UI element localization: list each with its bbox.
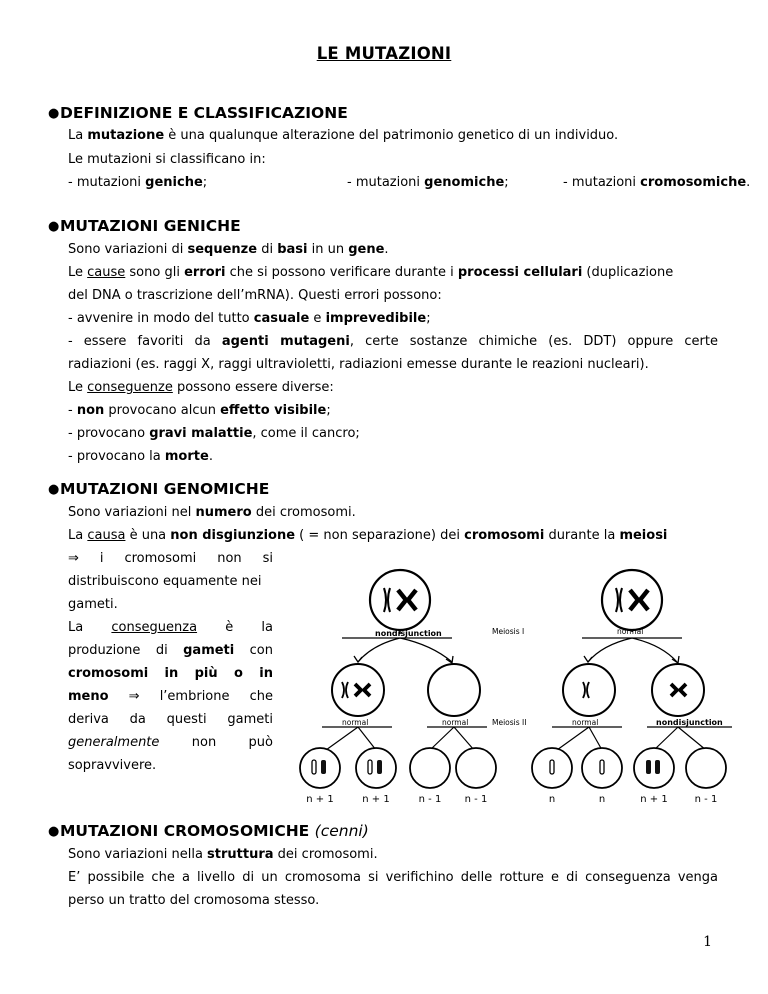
geniche-line-9: - provocano gravi malattie, come il cancro;: [68, 426, 360, 441]
genomiche-line-2: La causa è una non disgiunzione ( = non separazione) dei cromosomi durante la meiosi: [68, 528, 668, 543]
label-meiosis-2: Meiosis II: [492, 718, 527, 727]
label-nondisjunction-meiosis1: nondisjunction: [375, 629, 442, 638]
label-normal-meiosis1: normal: [617, 627, 644, 636]
gamete-5: [532, 748, 572, 788]
wrap-line-7: meno ⇒ l’embrione che: [68, 689, 273, 704]
paragraph-definizione: La mutazione è una qualunque alterazione del patrimonio genetico di un individuo.: [68, 128, 619, 143]
genomiche-line-1: Sono variazioni nel numero dei cromosomi.: [68, 505, 356, 520]
wrap-line-5: produzione di gameti con: [68, 643, 273, 658]
bullet-icon: ●: [48, 106, 60, 121]
cell-level2-a: [332, 664, 384, 716]
geniche-line-3: del DNA o trascrizione dell’mRNA). Questi errori possono:: [68, 288, 442, 303]
gamete-labels: [306, 794, 717, 805]
geniche-line-4: - avvenire in modo del tutto casuale e imprevedibile;: [68, 311, 431, 326]
gamete-label-7: n + 1: [640, 794, 668, 805]
gamete-2: [356, 748, 396, 788]
wrap-line-8: deriva da questi gameti: [68, 712, 274, 727]
gamete-3: [410, 748, 450, 788]
arrows-level-2: [326, 727, 706, 750]
wrap-line-1: ⇒ i cromosomi non si: [68, 551, 274, 566]
cromosomiche-line-3: perso un tratto del cromosoma stesso.: [68, 893, 320, 908]
label-nondisjunction-meiosis2: nondisjunction: [656, 718, 723, 727]
bullet-icon: ●: [48, 824, 60, 839]
paragraph-classificazione: Le mutazioni si classificano in:: [68, 152, 266, 167]
gamete-label-1: n + 1: [306, 794, 334, 805]
gamete-label-5: n: [548, 794, 556, 805]
gamete-label-2: n + 1: [362, 794, 390, 805]
wrap-line-3: gameti.: [68, 597, 118, 612]
class-genomiche: - mutazioni genomiche;: [347, 175, 509, 190]
classification-list: [68, 174, 751, 192]
label-normal-c: normal: [572, 718, 599, 727]
parent-cell-left: [370, 570, 430, 630]
gametes: [300, 748, 726, 788]
page-title: LE MUTAZIONI: [316, 44, 452, 63]
bullet-icon: ●: [48, 482, 60, 497]
section-heading-cromosomiche: ●MUTAZIONI CROMOSOMICHE (cenni): [48, 822, 369, 840]
gamete-1: [300, 748, 340, 788]
geniche-line-2: Le cause sono gli errori che si possono verificare durante i processi cellulari (duplicazione: [68, 265, 674, 280]
class-cromosomiche: - mutazioni cromosomiche.: [563, 175, 751, 190]
wrap-line-2: distribuiscono equamente nei: [68, 574, 262, 589]
geniche-line-10: - provocano la morte.: [68, 449, 213, 464]
gamete-label-6: n: [598, 794, 606, 805]
wrap-line-6: cromosomi in più o in: [68, 666, 273, 681]
arrows-level-1: [354, 638, 679, 663]
page-number: 1: [703, 934, 712, 950]
section-heading-geniche: ●MUTAZIONI GENICHE: [48, 217, 241, 235]
gamete-6: [582, 748, 622, 788]
wrap-line-9: generalmente non può: [68, 735, 273, 750]
label-meiosis-1: Meiosis I: [492, 627, 525, 636]
gamete-label-4: n - 1: [464, 794, 488, 805]
section-heading-genomiche: ●MUTAZIONI GENOMICHE: [48, 480, 270, 498]
gamete-4: [456, 748, 496, 788]
gamete-8: [686, 748, 726, 788]
label-normal-a: normal: [342, 718, 369, 727]
gamete-7: [634, 748, 674, 788]
cromosomiche-line-1: Sono variazioni nella struttura dei cromosomi.: [68, 847, 378, 862]
geniche-line-8: - non provocano alcun effetto visibile;: [68, 403, 331, 418]
geniche-line-6: radiazioni (es. raggi X, raggi ultravioletti, radiazioni emesse durante le reazioni nucleari).: [68, 357, 649, 372]
wrap-line-10: sopravvivere.: [68, 758, 157, 773]
cell-level2-b: [428, 664, 480, 716]
gamete-label-8: n - 1: [694, 794, 718, 805]
parent-cell-right: [602, 570, 662, 630]
cell-level2-c: [563, 664, 615, 716]
cromosomiche-line-2: E’ possibile che a livello di un cromosoma si verifichino delle rotture e di conseguenza venga: [68, 870, 718, 885]
bullet-icon: ●: [48, 219, 60, 234]
label-normal-b: normal: [442, 718, 469, 727]
wrap-line-4: La conseguenza è la: [68, 620, 273, 635]
section-heading-definizione: ●DEFINIZIONE E CLASSIFICAZIONE: [48, 104, 348, 122]
class-geniche: - mutazioni geniche;: [68, 175, 208, 190]
geniche-line-1: Sono variazioni di sequenze di basi in un gene.: [68, 242, 389, 257]
geniche-line-7: Le conseguenze possono essere diverse:: [68, 380, 334, 395]
gamete-label-3: n - 1: [418, 794, 442, 805]
nondisjunction-diagram: [292, 550, 738, 805]
geniche-line-5: - essere favoriti da agenti mutageni, certe sostanze chimiche (es. DDT) oppure certe: [68, 334, 718, 349]
